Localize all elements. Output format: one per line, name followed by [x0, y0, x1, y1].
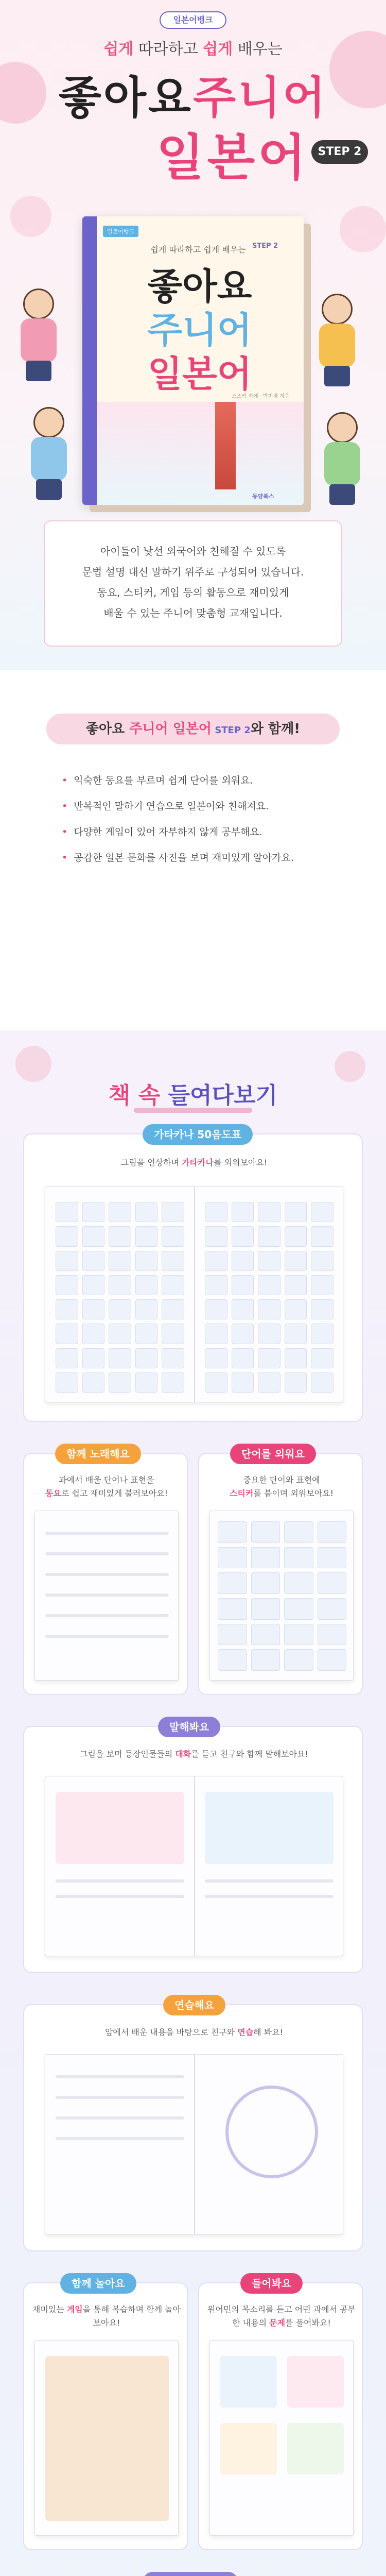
page-gutter: [194, 2055, 195, 2234]
intro-line: 배울 수 있는 주니어 맞춤형 교재입니다.: [103, 607, 283, 619]
page-spread-image: [45, 2054, 343, 2234]
desc-text: 해 봐요!: [253, 2027, 284, 2037]
blossom-decoration: [340, 206, 386, 252]
text-line: [205, 1879, 334, 1883]
book-series-tag: 일본어뱅크: [103, 226, 138, 237]
card-desc: [24, 1156, 364, 1170]
page-gutter: [194, 1187, 195, 1402]
preview-card-sing: [23, 1448, 188, 1695]
intro-line: 동요, 스티커, 게임 등의 활동으로 재미있게: [97, 586, 289, 599]
feature-item: • 공감한 일본 문화를 사진을 보며 재미있게 알아가요.: [62, 845, 329, 871]
text-line: [45, 1573, 169, 1576]
text-line: [45, 1594, 169, 1597]
desc-highlight: 연습: [237, 2027, 254, 2037]
features-heading: [46, 714, 340, 744]
kid-legs: [329, 484, 355, 505]
desc-text: 원어민의 목소리를 듣고 어떤 과에서 공부한 내용의: [207, 2304, 356, 2328]
feature-item: • 반복적인 말하기 연습으로 일본어와 친해져요.: [62, 793, 329, 819]
blossom-decoration: [10, 196, 51, 237]
game-illustration: [45, 2356, 169, 2521]
page-spread-image: [209, 1511, 354, 1681]
title-part: 좋아요: [58, 72, 193, 124]
katakana-grid-left: [56, 1202, 184, 1393]
quiz-illustration: [287, 2423, 344, 2475]
card-tag: 함께 놀아요: [60, 2273, 136, 2294]
kid-head: [23, 289, 54, 319]
quiz-illustration: [287, 2356, 344, 2408]
desc-text: 중요한 단어와 표현에: [243, 1475, 320, 1485]
text-line: [205, 1895, 334, 1898]
book-title-line2: 주니어: [147, 309, 252, 351]
preview-card-listen: [198, 2277, 363, 2550]
page-spread-image: [34, 2340, 179, 2536]
series-badge: 일본어뱅크: [160, 11, 226, 29]
text-line: [45, 1532, 169, 1535]
book-subtitle: 쉽게 따라하고 쉽게 배우는: [150, 245, 246, 255]
book-title-line3: 일본어: [147, 353, 252, 395]
desc-text: 로 쉽고 재미있게 불러보아요!: [61, 1488, 168, 1498]
preview-title: [72, 1077, 314, 1118]
dialog-illustration: [205, 1792, 334, 1864]
card-desc: [204, 1473, 359, 1500]
hero-title-line1: [0, 62, 386, 126]
desc-text: 를 붙이며 외워보아요!: [253, 1488, 334, 1498]
card-desc: [24, 1748, 364, 1761]
text-line: [45, 1614, 169, 1617]
card-desc: [24, 2026, 364, 2039]
kid-head: [33, 407, 64, 438]
heading-part: 와 함께!: [250, 721, 301, 737]
subtitle-text: 따라하고: [133, 40, 203, 58]
heading-part: 좋아요: [85, 721, 130, 737]
desc-highlight: 대화: [175, 1749, 191, 1759]
desc-highlight: 문제: [269, 2318, 286, 2328]
book-cover-illustration: [97, 402, 304, 505]
kid-legs: [324, 366, 350, 386]
features-section: [0, 670, 386, 1030]
blossom-decoration: [15, 1046, 51, 1082]
card-tag: 말해봐요: [158, 1717, 220, 1737]
heading-step: STEP 2: [212, 725, 251, 736]
preview-card-practice: [23, 1999, 363, 2251]
hero-subtitle: [0, 36, 386, 59]
subtitle-highlight: 쉽게: [203, 40, 233, 58]
desc-highlight: 가타카나: [182, 1158, 214, 1167]
card-tag: 함께 노래해요: [55, 1444, 141, 1464]
desc-highlight: 동요: [45, 1488, 61, 1498]
text-line: [56, 2096, 184, 2099]
desc-text: 그림을 보며 등장인물들의: [80, 1749, 176, 1759]
preview-card-play: [23, 2277, 188, 2550]
book-author: 스즈키 지에 · 박미경 지음: [232, 394, 290, 399]
title-part: 책 속: [108, 1082, 168, 1109]
text-line: [56, 2137, 184, 2140]
desc-text: 을 통해 복습하며 함께 놀아보아요!: [82, 2304, 181, 2328]
text-line: [56, 1879, 184, 1883]
text-line: [45, 1552, 169, 1555]
book-step: STEP 2: [252, 242, 278, 250]
kid-body: [21, 318, 57, 362]
kid-legs: [26, 361, 51, 381]
kid-illustration: [314, 412, 371, 505]
text-line: [45, 1635, 169, 1638]
text-line: [56, 2116, 184, 2120]
desc-text: 재미있는: [32, 2304, 67, 2314]
page-spread-image: [45, 1186, 343, 1402]
desc-highlight: 스티커: [229, 1488, 254, 1498]
intro-line: 문법 설명 대신 말하기 위주로 구성되어 있습니다.: [82, 566, 304, 578]
preview-card-words: [198, 1448, 363, 1695]
page-spread-image: [34, 1511, 179, 1681]
kid-illustration: [309, 294, 365, 386]
desc-highlight: 게임: [66, 2304, 83, 2314]
hero-title-line2: 일본어: [156, 129, 309, 187]
katakana-grid-right: [205, 1202, 334, 1393]
desc-text: 를 듣고 친구와 함께 말해보아요!: [191, 1749, 308, 1759]
subtitle-highlight: 쉽게: [103, 40, 134, 58]
text-line: [56, 1895, 184, 1898]
kid-body: [324, 442, 360, 486]
desc-text: 과에서 배울 단어나 표현을: [59, 1475, 154, 1485]
quiz-illustration: [220, 2356, 277, 2408]
kid-illustration: [21, 407, 77, 500]
tokyo-tower-icon: [215, 402, 236, 489]
card-tag: 들어봐요: [240, 2273, 303, 2294]
preview-card-katakana: [23, 1128, 363, 1422]
card-desc: [32, 2303, 181, 2330]
feature-item: • 다양한 게임이 있어 자부하지 않게 공부해요.: [62, 819, 329, 845]
intro-line: 아이들이 낯선 외국어와 친해질 수 있도록: [100, 545, 286, 557]
card-tag: 가타카나 50음도표: [143, 1124, 253, 1145]
heading-part: 주니어 일본어: [129, 721, 212, 737]
book-spine: [82, 216, 97, 505]
book-publisher: 동양북스: [252, 493, 274, 500]
desc-text: 를 외워보아요!: [213, 1158, 268, 1167]
preview-card-speaking: [23, 1721, 363, 1973]
page-spread-image: [45, 1776, 343, 1956]
desc-text: 를 풀어봐요!: [285, 2318, 331, 2328]
card-tag: 연습해요: [163, 1995, 225, 2015]
title-part: 들여다보기: [168, 1082, 278, 1109]
intro-box: [44, 520, 342, 647]
desc-text: 그림을 연상하며: [120, 1158, 182, 1167]
text-line: [56, 2075, 184, 2078]
kid-head: [322, 294, 353, 325]
card-desc: [207, 2303, 356, 2330]
page-spread-image: [209, 2340, 354, 2536]
book-cover: [82, 216, 304, 505]
quiz-illustration: [220, 2423, 277, 2475]
word-grid: [218, 1521, 346, 1671]
kid-legs: [36, 479, 62, 500]
dialog-illustration: [56, 1792, 184, 1864]
feature-item: • 익숙한 동요를 부르며 쉽게 단어를 외워요.: [62, 768, 329, 793]
card-tag: 단어를 외워요: [230, 1444, 316, 1464]
title-part: 주니어: [193, 72, 328, 124]
preview-section: [0, 1030, 386, 2576]
clock-illustration: [225, 2086, 318, 2178]
kid-body: [319, 324, 355, 367]
book-title-line1: 좋아요: [147, 265, 252, 308]
step-badge: STEP 2: [311, 140, 368, 164]
kid-body: [31, 437, 67, 481]
title-underline: [134, 1108, 252, 1113]
page-gutter: [194, 1776, 195, 1956]
subtitle-text: 배우는: [233, 40, 283, 58]
hero-section: [0, 0, 386, 670]
desc-text: 앞에서 배운 내용을 바탕으로 친구와: [104, 2027, 238, 2037]
features-list: [62, 768, 329, 871]
blossom-decoration: [335, 1051, 365, 1082]
kid-head: [327, 412, 358, 443]
card-tag: [143, 2572, 238, 2576]
kid-illustration: [10, 289, 67, 381]
card-desc: [29, 1473, 184, 1500]
